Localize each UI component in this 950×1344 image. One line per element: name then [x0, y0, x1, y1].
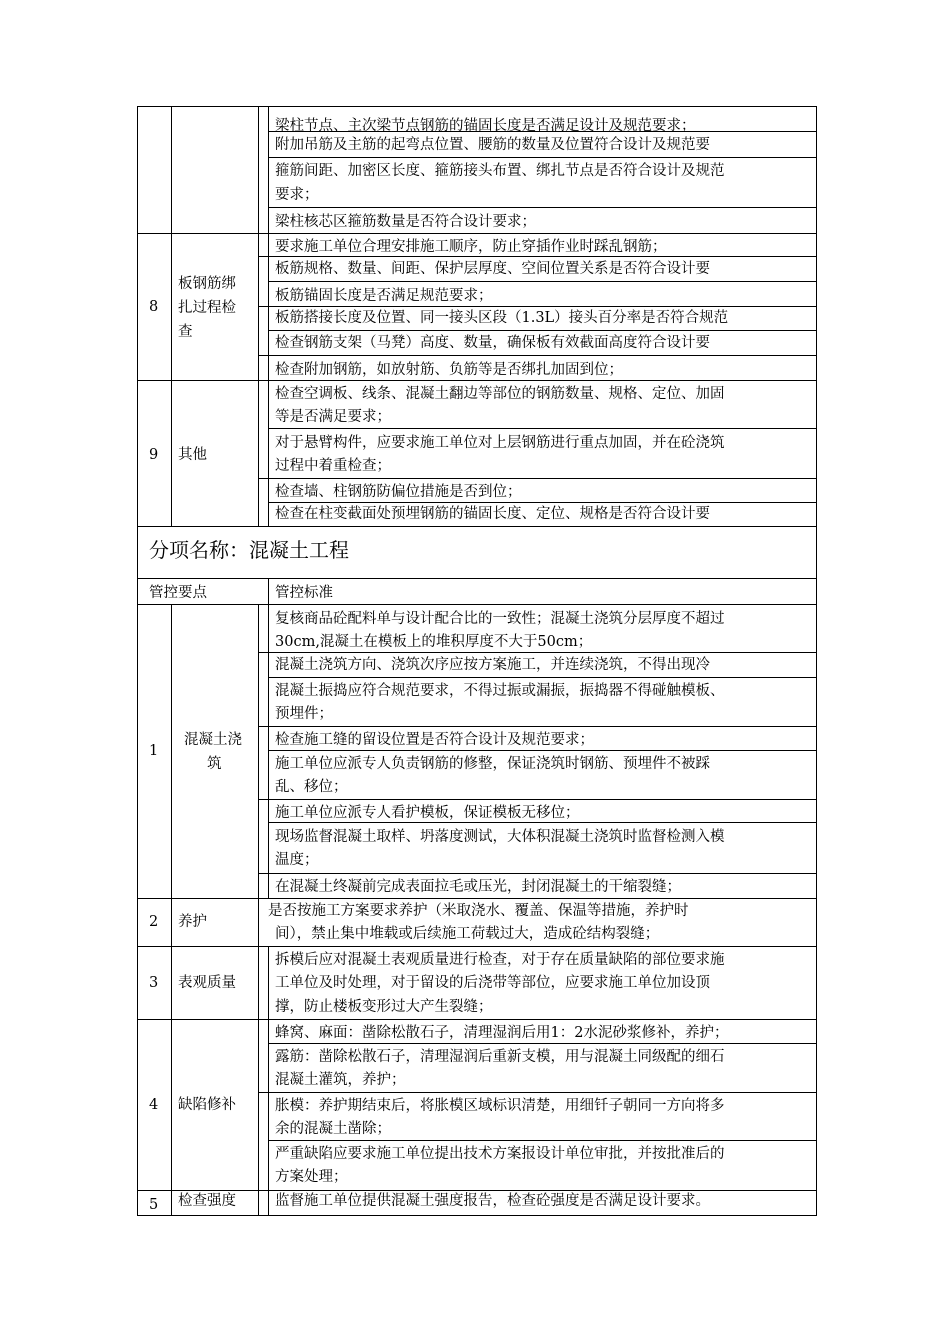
- column-divider: [171, 604, 172, 1216]
- row-divider: [137, 604, 817, 605]
- standard-text: 板筋规格、数量、间距、保护层厚度、空间位置关系是否符合设计要: [275, 261, 710, 277]
- standard-text: 过程中着重检查；: [275, 458, 391, 474]
- standard-text: 检查在柱变截面处预埋钢筋的锚固长度、定位、规格是否符合设计要: [275, 506, 710, 522]
- row-divider: [268, 677, 817, 678]
- table-border-left: [137, 578, 138, 604]
- row-number: 2: [149, 914, 159, 930]
- standard-text: 检查空调板、线条、混凝土翻边等部位的钢筋数量、规格、定位、加固: [275, 386, 725, 402]
- table-border-right: [816, 106, 817, 526]
- row-number: 3: [149, 975, 159, 991]
- standard-text: 间），禁止集中堆载或后续施工荷载过大，造成砼结构裂缝；: [275, 926, 660, 942]
- standard-text: 混凝土振捣应符合规范要求，不得过振或漏振，振捣器不得碰触模板、: [275, 683, 725, 699]
- column-divider: [268, 106, 269, 526]
- row-divider: [258, 478, 817, 479]
- standard-text: 梁柱核芯区箍筋数量是否符合设计要求；: [275, 214, 536, 230]
- standard-text: 箍筋间距、加密区长度、箍筋接头布置、绑扎节点是否符合设计及规范: [275, 163, 725, 179]
- column-divider: [258, 898, 259, 946]
- standard-text: 施工单位应派专人看护模板，保证模板无移位；: [275, 805, 580, 821]
- standard-text: 要求；: [275, 187, 319, 203]
- standard-text: 对于悬臂构件，应要求施工单位对上层钢筋进行重点加固，并在砼浇筑: [275, 435, 725, 451]
- control-point: 扎过程检: [178, 300, 236, 316]
- standard-text: 严重缺陷应要求施工单位提出技术方案报设计单位审批，并按批准后的: [275, 1146, 725, 1162]
- standard-text: 预埋件；: [275, 706, 333, 722]
- standard-text: 是否按施工方案要求养护（米取浇水、覆盖、保温等措施，养护时: [268, 903, 689, 919]
- control-point: 其他: [178, 447, 207, 463]
- column-divider: [258, 106, 259, 526]
- row-number: 1: [149, 743, 159, 759]
- row-divider: [137, 946, 817, 947]
- row-divider: [137, 1019, 817, 1020]
- table-border-left: [137, 526, 138, 578]
- standard-text: 要求施工单位合理安排施工顺序，防止穿插作业时踩乱钢筋；: [275, 239, 667, 255]
- standard-text: 检查墙、柱钢筋防偏位措施是否到位；: [275, 484, 522, 500]
- control-point: 缺陷修补: [178, 1097, 236, 1113]
- standard-text: 现场监督混凝土取样、坍落度测试，大体积混凝土浇筑时监督检测入模: [275, 829, 725, 845]
- standard-text: 露筋：凿除松散石子，清理湿润后重新支模，用与混凝土同级配的细石: [275, 1049, 725, 1065]
- row-divider: [268, 330, 817, 331]
- row-divider: [258, 799, 817, 800]
- standard-text: 胀模：养护期结束后，将胀模区域标识清楚，用细钎子朝同一方向将多: [275, 1098, 725, 1114]
- standard-text: 混凝土灌筑，养护；: [275, 1072, 406, 1088]
- row-divider: [268, 207, 817, 208]
- row-divider: [258, 355, 817, 356]
- standard-text: 拆模后应对混凝土表观质量进行检查，对于存在质量缺陷的部位要求施: [275, 952, 725, 968]
- column-divider: [258, 604, 259, 898]
- standard-text: 板筋搭接长度及位置、同一接头区段（1.3L）接头百分率是否符合规范: [275, 310, 729, 326]
- row-divider: [137, 578, 817, 579]
- column-divider: [268, 946, 269, 1216]
- row-divider: [258, 873, 817, 874]
- standard-text: 蜂窝、麻面：凿除松散石子，清理湿润后用1：2水泥砂浆修补，养护；: [275, 1025, 729, 1041]
- column-divider: [268, 604, 269, 898]
- standard-text: 余的混凝土凿除；: [275, 1121, 391, 1137]
- standard-text: 检查施工缝的留设位置是否符合设计及规范要求；: [275, 732, 594, 748]
- standard-text: 在混凝土终凝前完成表面拉毛或压光，封闭混凝土的干缩裂缝；: [275, 879, 681, 895]
- table-border-left: [137, 604, 138, 1216]
- row-number: 8: [149, 299, 159, 315]
- table-border-top: [137, 106, 817, 107]
- column-header-standard: 管控标准: [275, 585, 333, 601]
- table-border-bottom: [137, 1215, 817, 1216]
- standard-text: 30cm,混凝土在模板上的堆积厚度不大于50cm；: [275, 634, 593, 650]
- standard-text: 检查附加钢筋，如放射筋、负筋等是否绑扎加固到位；: [275, 362, 623, 378]
- table-border-right: [816, 526, 817, 578]
- control-point: 养护: [178, 914, 207, 930]
- table-border-left: [137, 106, 138, 526]
- row-divider: [258, 1092, 817, 1093]
- control-point: 表观质量: [178, 975, 236, 991]
- standard-text: 附加吊筋及主筋的起弯点位置、腰筋的数量及位置符合设计及规范要: [275, 137, 710, 153]
- control-point: 筑: [207, 756, 222, 772]
- row-divider: [258, 726, 817, 727]
- row-number: 9: [149, 447, 159, 463]
- standard-text: 乱、移位；: [275, 779, 348, 795]
- standard-text: 混凝土浇筑方向、浇筑次序应按方案施工，并连续浇筑，不得出现冷: [275, 657, 710, 673]
- table-border-right: [816, 578, 817, 604]
- row-number: 5: [149, 1197, 159, 1213]
- column-divider: [171, 106, 172, 526]
- standard-text: 方案处理；: [275, 1169, 348, 1185]
- column-header-point: 管控要点: [149, 585, 207, 601]
- standard-text: 监督施工单位提供混凝土强度报告，检查砼强度是否满足设计要求。: [275, 1193, 710, 1209]
- table-border-right: [816, 604, 817, 1216]
- standard-text: 梁柱节点、主次梁节点钢筋的锚固长度是否满足设计及规范要求；: [275, 118, 696, 134]
- standard-text: 撑，防止楼板变形过大产生裂缝；: [275, 999, 493, 1015]
- control-point: 检查强度: [178, 1193, 236, 1209]
- standard-text: 温度；: [275, 852, 319, 868]
- standard-text: 等是否满足要求；: [275, 409, 391, 425]
- row-divider: [268, 281, 817, 282]
- standard-text: 板筋锚固长度是否满足规范要求；: [275, 288, 493, 304]
- control-point: 板钢筋绑: [178, 276, 236, 292]
- row-divider: [137, 526, 817, 527]
- column-divider: [258, 946, 259, 1216]
- control-point: 混凝土浇: [184, 732, 242, 748]
- column-divider: [268, 578, 269, 604]
- standard-text: 工单位及时处理，对于留设的后浇带等部位，应要求施工单位加设顶: [275, 975, 710, 991]
- standard-text: 施工单位应派专人负责钢筋的修整，保证浇筑时钢筋、预埋件不被踩: [275, 756, 710, 772]
- control-point: 查: [178, 324, 193, 340]
- section-title: 分项名称：混凝土工程: [149, 538, 349, 562]
- row-divider: [268, 157, 817, 158]
- row-number: 4: [149, 1097, 159, 1113]
- standard-text: 检查钢筋支架（马凳）高度、数量，确保板有效截面高度符合设计要: [275, 335, 710, 351]
- standard-text: 复核商品砼配料单与设计配合比的一致性；混凝土浇筑分层厚度不超过: [275, 611, 725, 627]
